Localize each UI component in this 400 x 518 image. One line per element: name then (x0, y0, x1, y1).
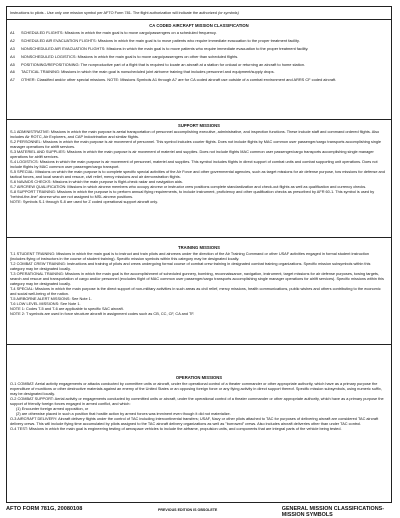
ca-text: POSITIONING/REPOSITIONING: The nonproductive part of a flight that is required to locate an aircraft at a station for onload or returning an aircraft to home station. (21, 61, 306, 67)
ca-item-a2 (7, 38, 391, 43)
ca-code: A1 (10, 30, 15, 35)
ca-coded-title: CA CODED AIRCRAFT MISSION CLASSIFICATION (149, 23, 249, 28)
support-section (7, 120, 391, 238)
form-footer (6, 503, 392, 518)
operation-o4: O-4 TEST: Missions in which the main goal is engineering testing of aerospace vehicles to include the airframe, propulsion units, and components that are integral parts of the vehicle being tested. (10, 427, 342, 431)
support-s8: S-8 SUPPORT TRAINING: Missions in which the purpose is to perform annual flying requirements, to include instrument, proficiency and other qualification checks as prescribed by AFR 60-1. This symbol is used by "behind-the-line" aircrew who are not assigned to MSL aircrew positions. (10, 190, 375, 199)
previous-edition-note: PREVIOUS EDITION IS OBSOLETE (158, 508, 218, 512)
ca-code: A2 (10, 37, 15, 43)
ca-item-a7 (7, 77, 391, 82)
training-t6: T-6 LOW LEVEL MISSIONS: See Note 1. (10, 302, 81, 306)
operation-section (7, 345, 391, 502)
support-s7: S-7 AIRCREW QUALIFICATION: Missions in which aircrew members who occupy aircrew or instructor crew positions complete standardization and check-out flights as well as qualification and currency checks. (10, 185, 367, 189)
support-s6: S-6 NAVAIDS CHECKS: Missions in which the main purpose is flight-check radar and navigation aids. (10, 180, 183, 184)
training-t5: T-5 AIRBORNE ALERT MISSIONS: See Note 1. (10, 297, 92, 301)
ca-code: A4 (10, 53, 15, 59)
form-title (282, 506, 384, 518)
training-note-2: NOTE 2: T symbols are used in force structure aircraft in assignment codes such as CB, CC, CF, CA and TF. (10, 312, 195, 316)
training-t1: T-1 STUDENT TRAINING: Missions in which the main goal is to instruct and train pilots and aircrews under the direction of the Air Training Command or other USAF activities engaged in formal student instruction (includes flying of instructors in the course of student training). Specific mission symbols within this category may be designated locally. (10, 252, 369, 261)
form-frame (6, 6, 392, 503)
form-title-line-1: GENERAL MISSION CLASSIFICATIONS- (281, 506, 384, 512)
ca-coded-section (7, 20, 391, 120)
training-t2: T-2 COMBAT CREW TRAINING: Instructions and training of pilots and crews undergoing formal course of combat crew training in designated combat training organizations. Specific mission subsymbols within this category may be designated locally. (10, 262, 371, 271)
training-t4: T-4 SPECIAL: Missions in which the main purpose is the direct support of non-military activities in such areas as civil relief, mercy missions, health communications, public wishes and others contributing to the economic and social well-being of the nation. (10, 287, 381, 296)
form-number: AFTO FORM 781G, 20080108 (6, 506, 83, 512)
support-s1: S-1 ADMINISTRATIVE: Missions in which the main purpose is aerial transportation of personnel accomplishing executive, administrative, and inspection functions. These include staff and command ordered flights. Also includes Air ROTC, Air Explorers, and CAP Indoctrination and similar flights. (10, 130, 380, 139)
operation-o2-clause-1: (1) Encounter foreign armed opposition, or (16, 407, 89, 411)
operation-o2: O-2 COMBAT SUPPORT: Aerial activity or engagements conducted by committed units or aircraft, under the operational control of a theater commander or other appropriate authority, which have as a primary purpose the support of friendly foreign forces engaged in armed conflict, and which: (10, 397, 384, 406)
operation-o2-clause-2: (2) are otherwise placed in such a position that hostile action by armed forces was imminent even though it did not materialize. (16, 412, 231, 416)
ca-code: A3 (10, 45, 15, 51)
ca-text: SCHEDULED FLIGHTS: Missions in which the main goal is to move cargo/passengers on a scheduled frequency. (21, 30, 217, 35)
ca-code: A6 (10, 69, 15, 75)
ca-text: NONSCHEDULED LOGISTICS: Missions in which the main goal is to move cargo/passengers on other than scheduled flights. (21, 53, 239, 59)
training-title: TRAINING MISSIONS (178, 245, 220, 250)
ca-text: OTHER: Classified and/or other special missions. NOTE: Missions Symbols A1 through A7 are for CA coded aircraft use outside of a combat environment and ARRS CF coded aircraft. (21, 77, 337, 83)
ca-item-a5 (7, 62, 391, 67)
ca-text: TACTICAL TRAINING: Missions in which the main goal is nonscheduled joint airborne training that includes personnel and equipment/supply drops. (21, 69, 275, 75)
support-s3: S-3 MATERIEL AND SUPPLIES: Missions in which the main purpose is air movement of materiel and supplies. Does not include flights MAC common user passenger/cargo transports accomplishing single manager operations for airlift services. (10, 150, 374, 159)
operation-title: OPERATION MISSIONS (175, 375, 223, 380)
ca-item-a3 (7, 46, 391, 51)
support-s5: S-5 SPECIAL: Missions on which the main purpose is to complete specific special activities of the Air Force and other governmental agencies, such as target missions for air defense purpose, tow missions for defense and tactical forces, and local search and rescue, civil relief, mercy missions and air demonstration flights. (10, 170, 385, 179)
ca-text: NONSCHEDULED AIR EVACUATION FLIGHTS: Missions in which the main goal is to move patients who require immediate evacuation to the proper treatment facility. (21, 45, 309, 51)
support-s4: S-4 LOGISTICS: Missions in which the main purpose is air movement of personnel, materiel and supplies. This symbol includes flights in direct support of combat units and combat supporting unit operations. Does not include flights by MAC common user passenger/cargo transport. (10, 160, 378, 169)
training-note-1: NOTE 1: Codes T-5 and T-6 are applicable to specific SAC aircraft. (10, 307, 124, 311)
operation-o1: O-1 COMBAT: Aerial activity engagements or attacks conducted by committee units or aircraft, under the operational control of a theater commander or other appropriate authority, which have as a primary purpose the expenditure of munitions or other destructive materials against an enemy of the United States or an opposing foreign force or any flying activity in direct support thereof. Specific mission subsymbols, using numeric suffix, may be designated locally. (10, 382, 382, 396)
instructions-text: Instructions to pilots - Use only one mission symbol per AFTO Form 781. The flight authorization will indicate the authorized (10, 11, 217, 15)
ca-code: A7 (10, 77, 15, 83)
ca-code: A5 (10, 61, 15, 67)
support-note: NOTE: Symbols S-1 through S-8 are used for Z coded operational support aircraft only. (10, 200, 158, 204)
ca-item-a6 (7, 69, 391, 74)
operation-o3: O-3 AIRCRAFT DELIVERY: Aircraft delivery flights under the control of TAC including intercontinental transfers; USAF, Navy or other pilots attached to TAC for purposes of delivering aircraft are considered TAC aircraft delivery crews. This will include flying time accumulated by pilots assigned to the TAC aircraft delivery organizations as well as "borrowed" crews. Also includes aircraft deliveries other than under TAC control. (10, 417, 379, 426)
instructions-note: (or symbols) (217, 11, 239, 15)
training-t3: T-3 OPERATIONAL TRAINING: Missions in which the main goal is the accomplishment of scheduled gunnery, bombing, reconnaissance, navigation, instrument, target missions for air defense purposes, towing targets, search and rescue and transportation of cargo and/or personnel (excludes flight of MAC common user passenger/cargo transports accomplishing single manager operations for airlift services). Specific missions within this category may be designated locally. (10, 272, 384, 286)
form-title-line-2: MISSION SYMBOLS (281, 512, 333, 518)
support-title: SUPPORT MISSIONS (178, 123, 220, 128)
instructions-line (7, 7, 391, 20)
ca-text: SCHEDULED AIR EVACUATION FLIGHTS: Missions in which the main goal is to move patients who require immediate evacuation to the proper treatment facility. (21, 37, 300, 43)
training-section (7, 238, 391, 345)
ca-item-a1 (7, 30, 391, 35)
ca-item-a4 (7, 54, 391, 59)
support-s2: S-2 PERSONNEL: Missions in which the main purpose is air movement of personnel. This symbol includes courier flights. Does not include flights by MAC common user passenger/cargo transports accomplishing single manager operations for airlift services. (10, 140, 382, 149)
